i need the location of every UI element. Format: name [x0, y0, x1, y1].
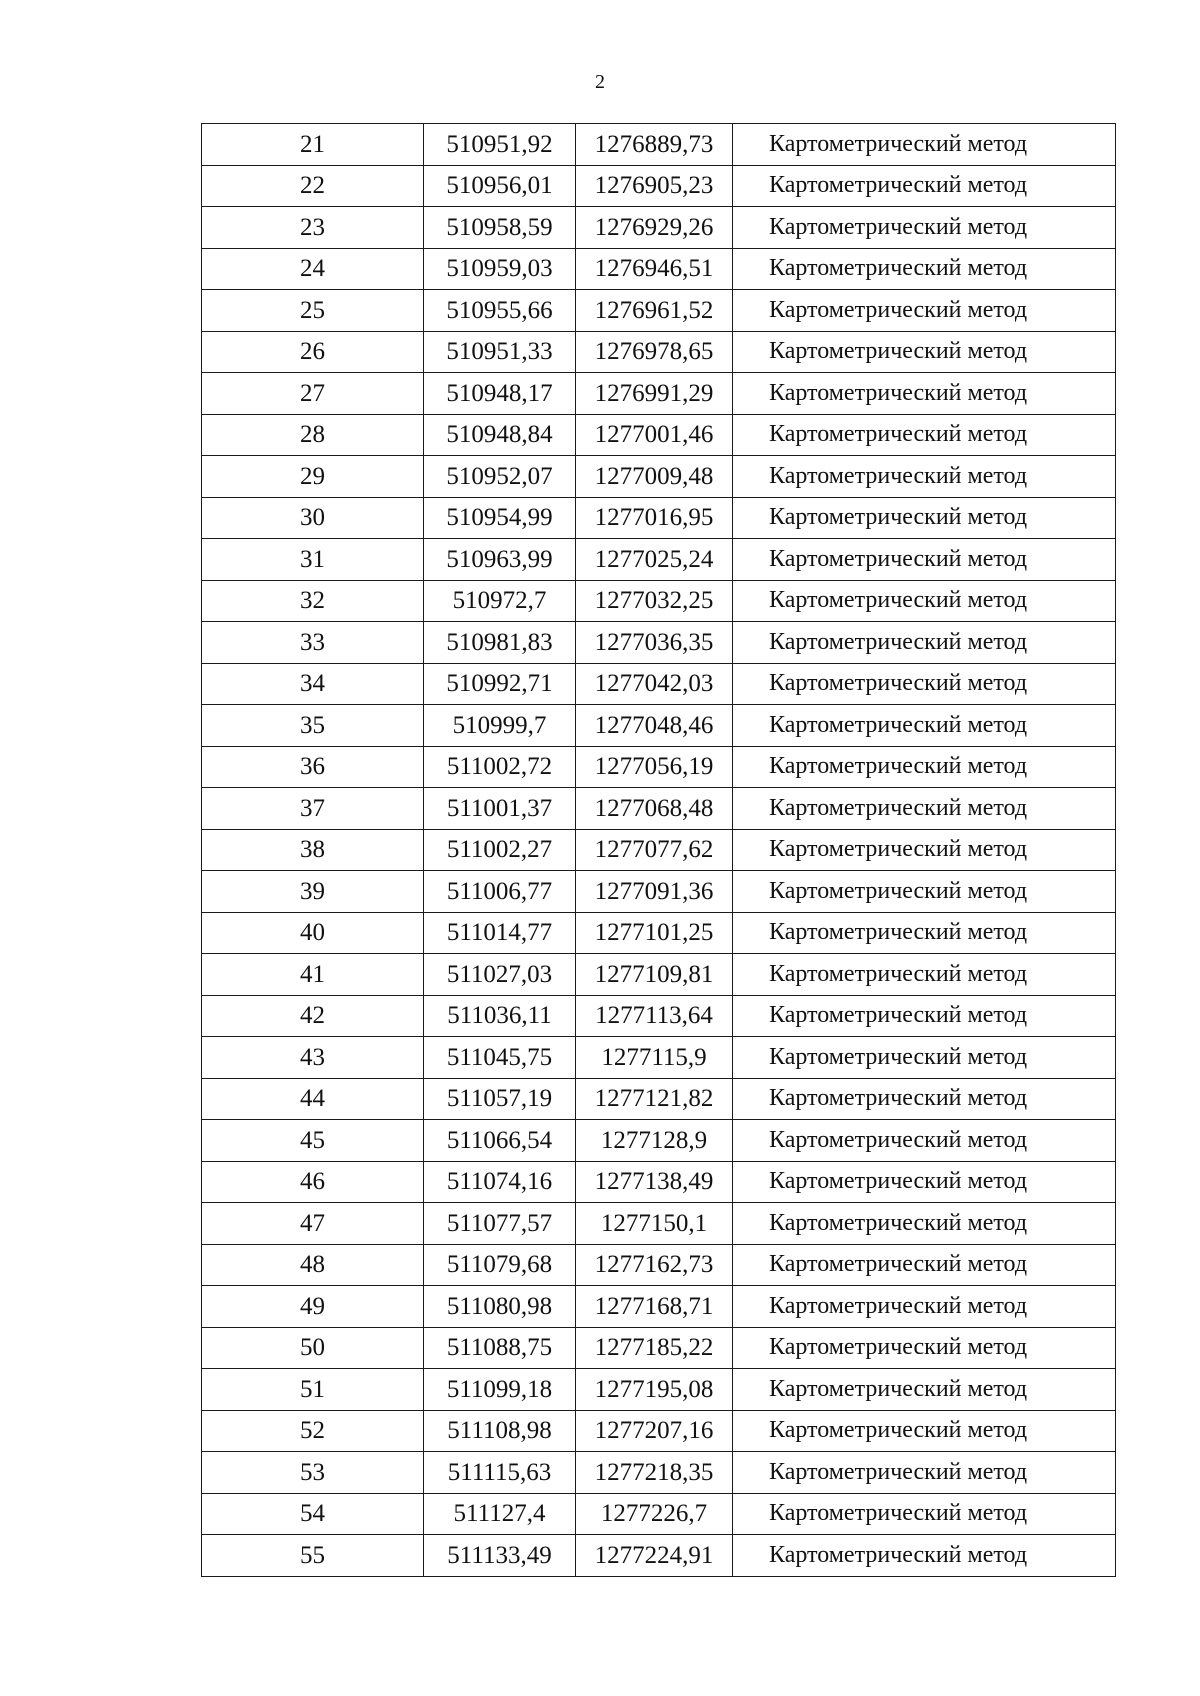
x-coordinate-cell: 511115,63: [424, 1452, 576, 1494]
point-number-cell: 44: [202, 1078, 424, 1120]
y-coordinate-cell: 1277121,82: [576, 1078, 733, 1120]
point-number-cell: 26: [202, 331, 424, 373]
table-row: [202, 539, 1116, 581]
method-cell: Картометрический метод: [733, 580, 1116, 622]
y-coordinate-cell: 1277113,64: [576, 995, 733, 1037]
table-row: [202, 954, 1116, 996]
method-cell: Картометрический метод: [733, 1161, 1116, 1203]
method-cell: Картометрический метод: [733, 1037, 1116, 1079]
method-cell: Картометрический метод: [733, 290, 1116, 332]
table-row: [202, 1078, 1116, 1120]
table-row: [202, 497, 1116, 539]
point-number-cell: 33: [202, 622, 424, 664]
point-number-cell: 42: [202, 995, 424, 1037]
point-number-cell: 25: [202, 290, 424, 332]
y-coordinate-cell: 1277109,81: [576, 954, 733, 996]
y-coordinate-cell: 1276991,29: [576, 373, 733, 415]
x-coordinate-cell: 510981,83: [424, 622, 576, 664]
method-cell: Картометрический метод: [733, 871, 1116, 913]
x-coordinate-cell: 511002,27: [424, 829, 576, 871]
point-number-cell: 31: [202, 539, 424, 581]
point-number-cell: 38: [202, 829, 424, 871]
x-coordinate-cell: 511088,75: [424, 1327, 576, 1369]
x-coordinate-cell: 511014,77: [424, 912, 576, 954]
table-row: [202, 1369, 1116, 1411]
table-row: [202, 746, 1116, 788]
method-cell: Картометрический метод: [733, 746, 1116, 788]
point-number-cell: 22: [202, 165, 424, 207]
y-coordinate-cell: 1277032,25: [576, 580, 733, 622]
table-row: [202, 207, 1116, 249]
x-coordinate-cell: 511045,75: [424, 1037, 576, 1079]
method-cell: Картометрический метод: [733, 912, 1116, 954]
method-cell: Картометрический метод: [733, 705, 1116, 747]
point-number-cell: 21: [202, 124, 424, 166]
point-number-cell: 50: [202, 1327, 424, 1369]
table-row: [202, 663, 1116, 705]
y-coordinate-cell: 1276905,23: [576, 165, 733, 207]
y-coordinate-cell: 1277218,35: [576, 1452, 733, 1494]
point-number-cell: 37: [202, 788, 424, 830]
y-coordinate-cell: 1277101,25: [576, 912, 733, 954]
x-coordinate-cell: 510999,7: [424, 705, 576, 747]
x-coordinate-cell: 510955,66: [424, 290, 576, 332]
method-cell: Картометрический метод: [733, 788, 1116, 830]
x-coordinate-cell: 510952,07: [424, 456, 576, 498]
point-number-cell: 35: [202, 705, 424, 747]
x-coordinate-cell: 511027,03: [424, 954, 576, 996]
table-row: [202, 1535, 1116, 1577]
page-number: 2: [595, 71, 605, 93]
x-coordinate-cell: 510958,59: [424, 207, 576, 249]
method-cell: Картометрический метод: [733, 373, 1116, 415]
y-coordinate-cell: 1277207,16: [576, 1410, 733, 1452]
table-row: [202, 912, 1116, 954]
table-row: [202, 1203, 1116, 1245]
point-number-cell: 49: [202, 1286, 424, 1328]
x-coordinate-cell: 511057,19: [424, 1078, 576, 1120]
table-row: [202, 414, 1116, 456]
x-coordinate-cell: 511127,4: [424, 1493, 576, 1535]
point-number-cell: 41: [202, 954, 424, 996]
x-coordinate-cell: 511002,72: [424, 746, 576, 788]
method-cell: Картометрический метод: [733, 497, 1116, 539]
table-row: [202, 1037, 1116, 1079]
x-coordinate-cell: 510951,92: [424, 124, 576, 166]
point-number-cell: 55: [202, 1535, 424, 1577]
x-coordinate-cell: 511133,49: [424, 1535, 576, 1577]
y-coordinate-cell: 1277091,36: [576, 871, 733, 913]
point-number-cell: 30: [202, 497, 424, 539]
x-coordinate-cell: 510972,7: [424, 580, 576, 622]
y-coordinate-cell: 1277224,91: [576, 1535, 733, 1577]
x-coordinate-cell: 511080,98: [424, 1286, 576, 1328]
method-cell: Картометрический метод: [733, 1410, 1116, 1452]
table-row: [202, 165, 1116, 207]
y-coordinate-cell: 1276961,52: [576, 290, 733, 332]
table-row: [202, 1452, 1116, 1494]
x-coordinate-cell: 510963,99: [424, 539, 576, 581]
table-row: [202, 248, 1116, 290]
table-row: [202, 1286, 1116, 1328]
method-cell: Картометрический метод: [733, 248, 1116, 290]
y-coordinate-cell: 1277009,48: [576, 456, 733, 498]
method-cell: Картометрический метод: [733, 1535, 1116, 1577]
y-coordinate-cell: 1277162,73: [576, 1244, 733, 1286]
table-row: [202, 995, 1116, 1037]
table-row: [202, 705, 1116, 747]
table-row: [202, 1244, 1116, 1286]
x-coordinate-cell: 511001,37: [424, 788, 576, 830]
method-cell: Картометрический метод: [733, 1078, 1116, 1120]
table-row: [202, 124, 1116, 166]
point-number-cell: 46: [202, 1161, 424, 1203]
y-coordinate-cell: 1276946,51: [576, 248, 733, 290]
y-coordinate-cell: 1277042,03: [576, 663, 733, 705]
coordinates-table-body: [202, 124, 1116, 1577]
x-coordinate-cell: 511099,18: [424, 1369, 576, 1411]
method-cell: Картометрический метод: [733, 165, 1116, 207]
point-number-cell: 52: [202, 1410, 424, 1452]
point-number-cell: 54: [202, 1493, 424, 1535]
point-number-cell: 34: [202, 663, 424, 705]
method-cell: Картометрический метод: [733, 1369, 1116, 1411]
table-row: [202, 1493, 1116, 1535]
method-cell: Картометрический метод: [733, 414, 1116, 456]
point-number-cell: 53: [202, 1452, 424, 1494]
x-coordinate-cell: 510948,84: [424, 414, 576, 456]
y-coordinate-cell: 1276929,26: [576, 207, 733, 249]
point-number-cell: 36: [202, 746, 424, 788]
y-coordinate-cell: 1277001,46: [576, 414, 733, 456]
point-number-cell: 40: [202, 912, 424, 954]
method-cell: Картометрический метод: [733, 995, 1116, 1037]
method-cell: Картометрический метод: [733, 124, 1116, 166]
table-row: [202, 331, 1116, 373]
coordinates-table: [201, 123, 1116, 1577]
method-cell: Картометрический метод: [733, 663, 1116, 705]
point-number-cell: 23: [202, 207, 424, 249]
table-row: [202, 1161, 1116, 1203]
table-row: [202, 290, 1116, 332]
x-coordinate-cell: 510948,17: [424, 373, 576, 415]
point-number-cell: 24: [202, 248, 424, 290]
table-row: [202, 373, 1116, 415]
y-coordinate-cell: 1277068,48: [576, 788, 733, 830]
point-number-cell: 45: [202, 1120, 424, 1162]
y-coordinate-cell: 1277115,9: [576, 1037, 733, 1079]
table-row: [202, 1410, 1116, 1452]
table-row: [202, 456, 1116, 498]
x-coordinate-cell: 511006,77: [424, 871, 576, 913]
y-coordinate-cell: 1277036,35: [576, 622, 733, 664]
method-cell: Картометрический метод: [733, 1244, 1116, 1286]
y-coordinate-cell: 1277150,1: [576, 1203, 733, 1245]
method-cell: Картометрический метод: [733, 1286, 1116, 1328]
y-coordinate-cell: 1277168,71: [576, 1286, 733, 1328]
method-cell: Картометрический метод: [733, 829, 1116, 871]
table-row: [202, 1327, 1116, 1369]
method-cell: Картометрический метод: [733, 622, 1116, 664]
y-coordinate-cell: 1277138,49: [576, 1161, 733, 1203]
x-coordinate-cell: 510956,01: [424, 165, 576, 207]
method-cell: Картометрический метод: [733, 456, 1116, 498]
method-cell: Картометрический метод: [733, 1452, 1116, 1494]
x-coordinate-cell: 511036,11: [424, 995, 576, 1037]
point-number-cell: 39: [202, 871, 424, 913]
method-cell: Картометрический метод: [733, 954, 1116, 996]
point-number-cell: 48: [202, 1244, 424, 1286]
table-row: [202, 788, 1116, 830]
x-coordinate-cell: 511074,16: [424, 1161, 576, 1203]
x-coordinate-cell: 510954,99: [424, 497, 576, 539]
method-cell: Картометрический метод: [733, 1120, 1116, 1162]
x-coordinate-cell: 511077,57: [424, 1203, 576, 1245]
y-coordinate-cell: 1277226,7: [576, 1493, 733, 1535]
point-number-cell: 47: [202, 1203, 424, 1245]
table-row: [202, 622, 1116, 664]
y-coordinate-cell: 1277185,22: [576, 1327, 733, 1369]
y-coordinate-cell: 1277025,24: [576, 539, 733, 581]
y-coordinate-cell: 1276889,73: [576, 124, 733, 166]
table-row: [202, 871, 1116, 913]
x-coordinate-cell: 511108,98: [424, 1410, 576, 1452]
y-coordinate-cell: 1276978,65: [576, 331, 733, 373]
table-row: [202, 829, 1116, 871]
point-number-cell: 43: [202, 1037, 424, 1079]
table-row: [202, 580, 1116, 622]
y-coordinate-cell: 1277048,46: [576, 705, 733, 747]
method-cell: Картометрический метод: [733, 1203, 1116, 1245]
x-coordinate-cell: 510951,33: [424, 331, 576, 373]
x-coordinate-cell: 511066,54: [424, 1120, 576, 1162]
y-coordinate-cell: 1277056,19: [576, 746, 733, 788]
method-cell: Картометрический метод: [733, 331, 1116, 373]
point-number-cell: 32: [202, 580, 424, 622]
x-coordinate-cell: 510992,71: [424, 663, 576, 705]
method-cell: Картометрический метод: [733, 539, 1116, 581]
point-number-cell: 51: [202, 1369, 424, 1411]
method-cell: Картометрический метод: [733, 207, 1116, 249]
method-cell: Картометрический метод: [733, 1327, 1116, 1369]
y-coordinate-cell: 1277128,9: [576, 1120, 733, 1162]
point-number-cell: 29: [202, 456, 424, 498]
y-coordinate-cell: 1277016,95: [576, 497, 733, 539]
x-coordinate-cell: 511079,68: [424, 1244, 576, 1286]
table-row: [202, 1120, 1116, 1162]
point-number-cell: 27: [202, 373, 424, 415]
x-coordinate-cell: 510959,03: [424, 248, 576, 290]
point-number-cell: 28: [202, 414, 424, 456]
method-cell: Картометрический метод: [733, 1493, 1116, 1535]
y-coordinate-cell: 1277195,08: [576, 1369, 733, 1411]
y-coordinate-cell: 1277077,62: [576, 829, 733, 871]
